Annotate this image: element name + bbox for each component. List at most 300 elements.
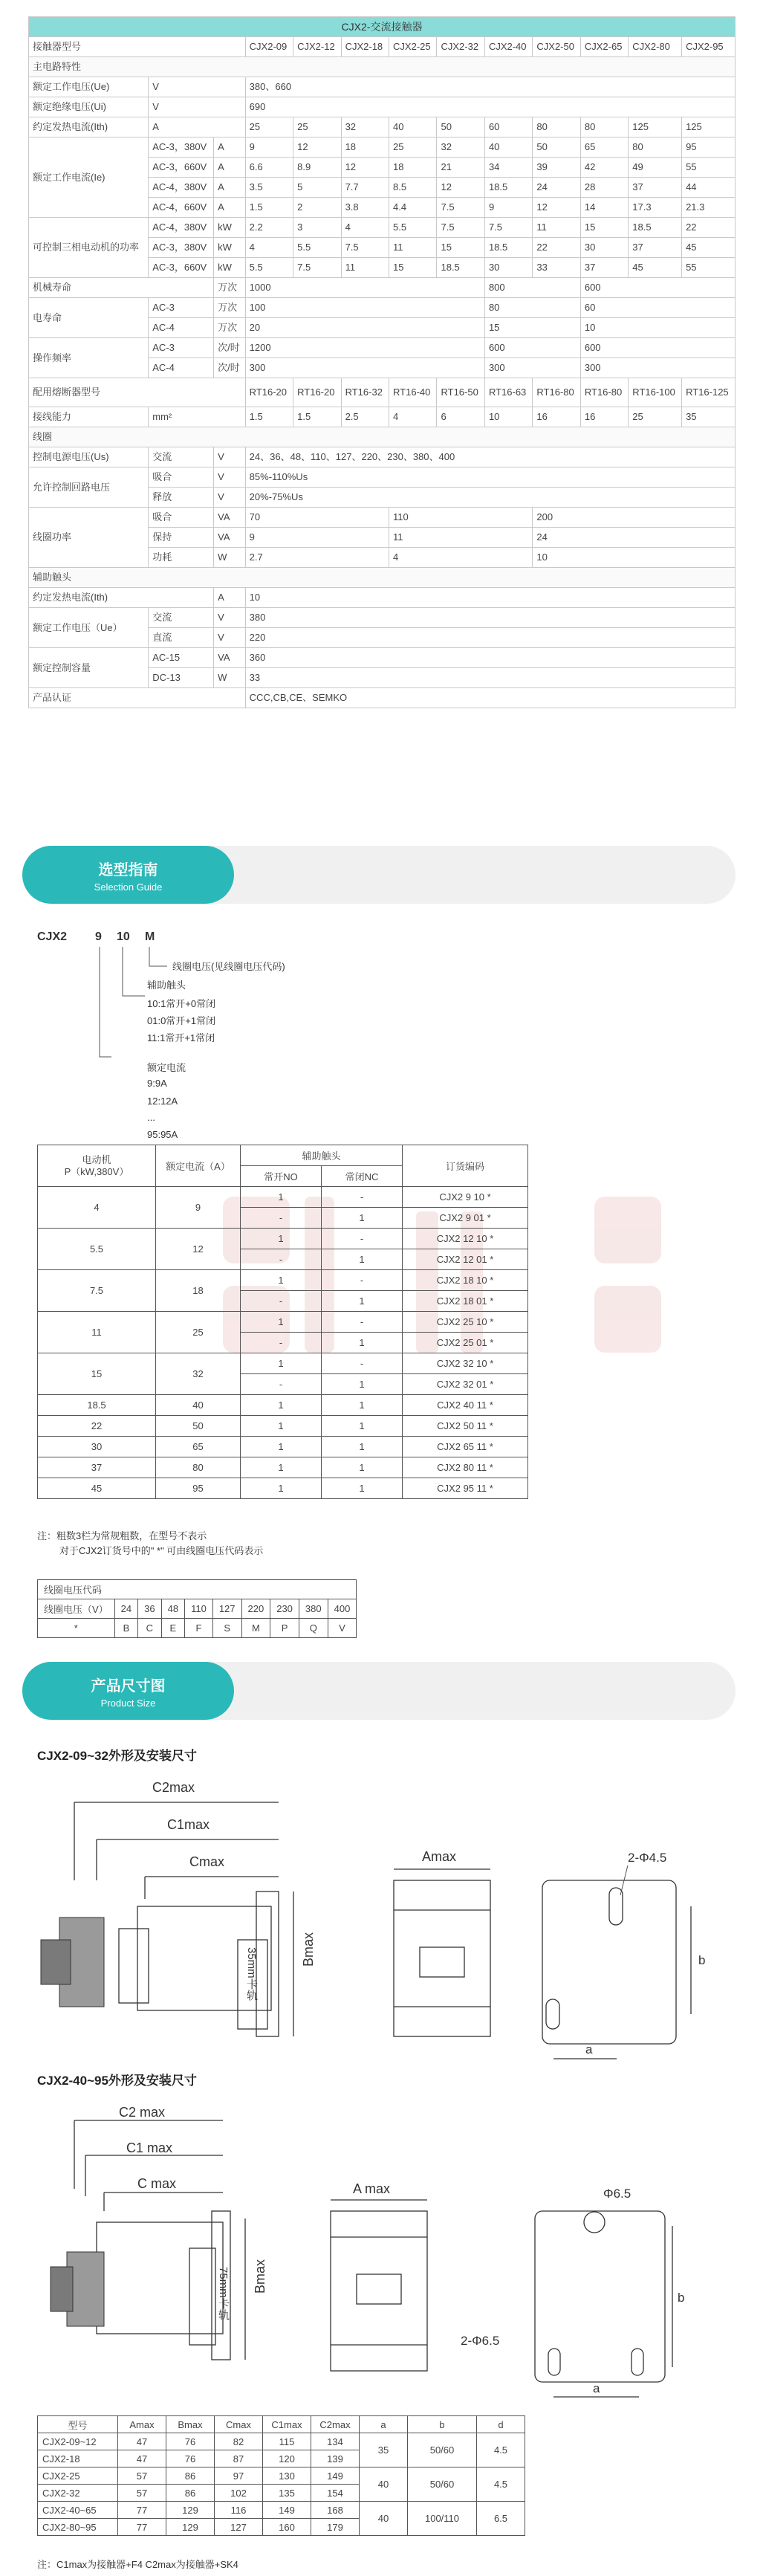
- value-cell: 2: [293, 198, 341, 218]
- selection-table: [37, 1145, 528, 1499]
- value-span: 300: [580, 358, 735, 378]
- aux-cell: -: [322, 1353, 403, 1374]
- value-cell: 102: [215, 2485, 263, 2502]
- aux-title: 辅助触头: [147, 980, 186, 991]
- value-span: 1200: [245, 338, 484, 358]
- value-cell: 86: [166, 2485, 215, 2502]
- dim-a: a: [585, 2042, 593, 2056]
- table-row: [38, 1187, 528, 1208]
- row-label: 额定工作电压(Ue): [29, 77, 149, 97]
- value-span: 220: [245, 628, 735, 648]
- value-cell: 39: [533, 158, 580, 178]
- value-cell: 47: [118, 2450, 166, 2467]
- dims-header: Amax: [118, 2416, 166, 2433]
- value-cell: 149: [311, 2467, 360, 2485]
- value-cell: 179: [311, 2519, 360, 2536]
- row-sub: 吸合: [149, 508, 214, 528]
- value-cell: 25: [245, 117, 293, 137]
- table-row: [38, 1353, 528, 1374]
- dim-c2max: C2max: [152, 1780, 195, 1795]
- spec-row: [29, 57, 736, 77]
- value-span: 85%-110%Us: [245, 467, 735, 488]
- row-unit: mm²: [149, 407, 245, 427]
- value-cell: 24: [533, 178, 580, 198]
- value-cell: 57: [118, 2467, 166, 2485]
- value-cell: 6: [437, 407, 484, 427]
- coil-code: F: [185, 1619, 213, 1638]
- value-span: 15: [484, 318, 580, 338]
- row-group-label: 额定控制容量: [29, 648, 149, 688]
- value-cell: 37: [629, 238, 682, 258]
- header-power: 电动机 P（kW,380V）: [38, 1145, 156, 1187]
- value-cell: 1: [241, 1457, 322, 1478]
- row-unit: V: [214, 488, 246, 508]
- row-unit: W: [214, 548, 246, 568]
- dimension-note: 注：C1max为接触器+F4 C2max为接触器+SK4: [37, 2559, 238, 2570]
- spec-row: [29, 447, 736, 467]
- code-part-aux: 10: [117, 931, 130, 943]
- value-span: 800: [484, 278, 580, 298]
- value-cell: 135: [263, 2485, 311, 2502]
- header-current: 额定电流（A）: [156, 1145, 241, 1187]
- value-cell: 77: [118, 2519, 166, 2536]
- power-cell: 5.5: [38, 1229, 156, 1270]
- row-label: 配用熔断器型号: [29, 378, 246, 407]
- dim2-hole: 2-Φ6.5: [461, 2334, 500, 2348]
- value-cell: 30: [38, 1437, 156, 1457]
- value-cell: 8.9: [293, 158, 341, 178]
- row-sub: 功耗: [149, 548, 214, 568]
- aux-cell: 1: [241, 1270, 322, 1291]
- row-label: 额定绝缘电压(Ui): [29, 97, 149, 117]
- model-label: 接触器型号: [29, 37, 246, 57]
- value-cell: 50: [533, 137, 580, 158]
- value-cell: 65: [156, 1437, 241, 1457]
- value-cell: 1: [322, 1416, 403, 1437]
- value-cell: 16: [580, 407, 628, 427]
- model-header: CJX2-50: [533, 37, 580, 57]
- value-cell: 3.8: [341, 198, 389, 218]
- value-cell: 18: [389, 158, 437, 178]
- model-header: CJX2-95: [682, 37, 736, 57]
- value-cell: 47: [118, 2433, 166, 2450]
- value-span: 20%-75%Us: [245, 488, 735, 508]
- current-cell: 9: [156, 1187, 241, 1229]
- value-cell: RT16-50: [437, 378, 484, 407]
- value-span: 600: [580, 278, 735, 298]
- coil-voltage-label: 线圈电压（V）: [38, 1599, 115, 1619]
- value-cell: RT16-125: [682, 378, 736, 407]
- value-cell: 4.4: [389, 198, 437, 218]
- coil-code: Q: [299, 1619, 328, 1638]
- value-cell: 4.5: [477, 2467, 525, 2502]
- banner2-title-en: Product Size: [100, 1698, 156, 1709]
- aux-cell: 1: [241, 1187, 322, 1208]
- row-unit: V: [149, 77, 245, 97]
- row-sub: DC-13: [149, 668, 214, 688]
- coil-voltage-note: 线圈电压(见线圈电压代码): [172, 961, 285, 972]
- order-code-cell: CJX2 40 11 *: [403, 1395, 528, 1416]
- value-cell: 22: [682, 218, 736, 238]
- row-unit: 万次: [214, 318, 246, 338]
- table-row: [38, 2433, 525, 2450]
- value-cell: 50: [437, 117, 484, 137]
- value-cell: 160: [263, 2519, 311, 2536]
- row-sub: AC-4，380V: [149, 178, 214, 198]
- value-cell: RT16-40: [389, 378, 437, 407]
- row-sub: AC-4: [149, 358, 214, 378]
- aux-cell: 1: [241, 1312, 322, 1333]
- aux-cell: -: [241, 1374, 322, 1395]
- order-code-cell: CJX2 50 11 *: [403, 1416, 528, 1437]
- row-group-label: 电寿命: [29, 298, 149, 338]
- row-unit: A: [214, 588, 246, 608]
- spec-row: [29, 97, 736, 117]
- dim2-rail: 75mm卡轨: [217, 2267, 230, 2320]
- coil-voltage: 400: [328, 1599, 357, 1619]
- coil-voltage: 230: [270, 1599, 299, 1619]
- value-cell: 2.5: [341, 407, 389, 427]
- aux-cell: -: [241, 1333, 322, 1353]
- spec-row: [29, 117, 736, 137]
- row-label: 约定发热电流(Ith): [29, 588, 214, 608]
- value-span: 11: [389, 528, 533, 548]
- value-cell: 60: [484, 117, 532, 137]
- spec-table: [28, 16, 736, 708]
- spec-row: [29, 588, 736, 608]
- aux-cell: -: [322, 1229, 403, 1249]
- spec-row: [29, 467, 736, 488]
- coil-code: V: [328, 1619, 357, 1638]
- model-header: CJX2-18: [341, 37, 389, 57]
- dimension-table: [37, 2415, 525, 2536]
- section-label: 线圈: [29, 427, 736, 447]
- coil-title: 线圈电压代码: [38, 1580, 357, 1599]
- value-cell: 40: [360, 2467, 408, 2502]
- value-span: 380、660: [245, 77, 735, 97]
- value-cell: 76: [166, 2450, 215, 2467]
- row-sub: 交流: [149, 608, 214, 628]
- dim-hole: 2-Φ4.5: [628, 1851, 667, 1865]
- value-cell: 9: [484, 198, 532, 218]
- value-cell: 33: [533, 258, 580, 278]
- order-code-cell: CJX2 25 10 *: [403, 1312, 528, 1333]
- aux-cell: -: [322, 1312, 403, 1333]
- row-group-label: 允许控制回路电压: [29, 467, 149, 508]
- row-unit: A: [214, 178, 246, 198]
- value-cell: 25: [293, 117, 341, 137]
- value-cell: 80: [580, 117, 628, 137]
- value-cell: 30: [484, 258, 532, 278]
- power-cell: 11: [38, 1312, 156, 1353]
- selection-note-2: 对于CJX2订货号中的" *" 可由线圈电压代码表示: [59, 1545, 264, 1556]
- row-unit: V: [214, 608, 246, 628]
- value-cell: 87: [215, 2450, 263, 2467]
- value-cell: 15: [580, 218, 628, 238]
- row-sub: 交流: [149, 447, 214, 467]
- model-header: CJX2-32: [437, 37, 484, 57]
- current-option-dots: ...: [147, 1112, 155, 1123]
- row-unit: 万次: [214, 298, 246, 318]
- row-unit: VA: [214, 528, 246, 548]
- value-span: 1000: [245, 278, 484, 298]
- aux-cell: 1: [322, 1291, 403, 1312]
- value-cell: 32: [437, 137, 484, 158]
- value-cell: 35: [360, 2433, 408, 2467]
- spec-row: [29, 378, 736, 407]
- dim-amax: Amax: [422, 1849, 457, 1864]
- row-label: 产品认证: [29, 688, 246, 708]
- spec-row: [29, 278, 736, 298]
- value-cell: 130: [263, 2467, 311, 2485]
- value-cell: 7.5: [484, 218, 532, 238]
- code-part-current: 9: [95, 931, 102, 943]
- aux-cell: -: [322, 1187, 403, 1208]
- value-cell: 18.5: [629, 218, 682, 238]
- value-span: 24、36、48、110、127、220、230、380、400: [245, 447, 735, 467]
- table-row: [38, 1270, 528, 1291]
- value-cell: 6.5: [477, 2502, 525, 2536]
- value-cell: 134: [311, 2433, 360, 2450]
- value-cell: 15: [389, 258, 437, 278]
- drawing1-title: CJX2-09~32外形及安装尺寸: [37, 1749, 197, 1763]
- value-cell: 7.7: [341, 178, 389, 198]
- table-row: [38, 1229, 528, 1249]
- value-cell: RT16-80: [580, 378, 628, 407]
- current-option-95: 95:95A: [147, 1129, 178, 1140]
- value-cell: 154: [311, 2485, 360, 2502]
- value-cell: 77: [118, 2502, 166, 2519]
- row-unit: W: [214, 668, 246, 688]
- current-option-9: 9:9A: [147, 1078, 167, 1089]
- coil-code: C: [138, 1619, 161, 1638]
- model-header: CJX2-12: [293, 37, 341, 57]
- header-aux: 辅助触头: [241, 1145, 403, 1166]
- value-cell: 40: [156, 1395, 241, 1416]
- table-row: [38, 2502, 525, 2519]
- row-group-label: 操作频率: [29, 338, 149, 378]
- value-cell: 16: [533, 407, 580, 427]
- aux-cell: 1: [322, 1249, 403, 1270]
- row-unit: V: [214, 628, 246, 648]
- row-sub: AC-3: [149, 338, 214, 358]
- order-code-cell: CJX2 65 11 *: [403, 1437, 528, 1457]
- dim2-hole-top: Φ6.5: [603, 2187, 631, 2201]
- value-cell: 139: [311, 2450, 360, 2467]
- aux-option-01: 01:0常开+1常闭: [147, 1015, 216, 1026]
- value-cell: 10: [484, 407, 532, 427]
- value-cell: 37: [38, 1457, 156, 1478]
- row-unit: 万次: [214, 278, 246, 298]
- value-cell: 42: [580, 158, 628, 178]
- spec-row: [29, 608, 736, 628]
- value-span: 70: [245, 508, 389, 528]
- current-cell: 32: [156, 1353, 241, 1395]
- value-cell: 1: [241, 1416, 322, 1437]
- drawing2-figure: [0, 2092, 763, 2412]
- value-cell: 1: [241, 1478, 322, 1499]
- model-cell: CJX2-40~65: [38, 2502, 118, 2519]
- dims-header: C2max: [311, 2416, 360, 2433]
- coil-voltage: 380: [299, 1599, 328, 1619]
- value-cell: 18: [341, 137, 389, 158]
- value-cell: 80: [156, 1457, 241, 1478]
- row-sub: AC-3，380V: [149, 137, 214, 158]
- value-cell: 1.5: [245, 407, 293, 427]
- value-cell: 18.5: [484, 238, 532, 258]
- row-sub: 吸合: [149, 467, 214, 488]
- dims-header: d: [477, 2416, 525, 2433]
- aux-cell: 1: [241, 1353, 322, 1374]
- order-code-cell: CJX2 95 11 *: [403, 1478, 528, 1499]
- power-cell: 4: [38, 1187, 156, 1229]
- header-nc: 常闭NC: [322, 1166, 403, 1187]
- value-cell: 45: [629, 258, 682, 278]
- row-label: 接线能力: [29, 407, 149, 427]
- dim-bmax: Bmax: [301, 1932, 316, 1967]
- row-unit: V: [149, 97, 245, 117]
- value-cell: 80: [629, 137, 682, 158]
- value-cell: 14: [580, 198, 628, 218]
- value-cell: 11: [533, 218, 580, 238]
- coil-voltage: 220: [241, 1599, 270, 1619]
- row-unit: A: [214, 198, 246, 218]
- dim2-c2max: C2 max: [119, 2105, 166, 2120]
- row-unit: A: [149, 117, 245, 137]
- value-cell: 18.5: [437, 258, 484, 278]
- value-cell: 65: [580, 137, 628, 158]
- order-code-cell: CJX2 18 01 *: [403, 1291, 528, 1312]
- row-sub: AC-3，660V: [149, 258, 214, 278]
- value-cell: RT16-20: [245, 378, 293, 407]
- value-cell: 40: [389, 117, 437, 137]
- value-cell: 168: [311, 2502, 360, 2519]
- model-cell: CJX2-18: [38, 2450, 118, 2467]
- power-cell: 15: [38, 1353, 156, 1395]
- code-lines: [0, 944, 223, 1167]
- value-cell: 95: [682, 137, 736, 158]
- value-span: 380: [245, 608, 735, 628]
- value-cell: 44: [682, 178, 736, 198]
- current-cell: 18: [156, 1270, 241, 1312]
- value-cell: 45: [682, 238, 736, 258]
- row-unit: kW: [214, 218, 246, 238]
- dim2-c1max: C1 max: [126, 2140, 173, 2155]
- spec-row: [29, 508, 736, 528]
- table-row: [38, 1478, 528, 1499]
- model-cell: CJX2-32: [38, 2485, 118, 2502]
- row-sub: 释放: [149, 488, 214, 508]
- value-cell: 34: [484, 158, 532, 178]
- value-cell: 80: [533, 117, 580, 137]
- value-cell: 100/110: [408, 2502, 477, 2536]
- model-header: CJX2-25: [389, 37, 437, 57]
- value-cell: 12: [293, 137, 341, 158]
- drawing1-figure: [0, 1769, 763, 2066]
- value-cell: 21: [437, 158, 484, 178]
- header-no: 常开NO: [241, 1166, 322, 1187]
- value-cell: 4.5: [477, 2433, 525, 2467]
- dim2-bmax: Bmax: [253, 2259, 267, 2294]
- dims-header: 型号: [38, 2416, 118, 2433]
- dims-header: Cmax: [215, 2416, 263, 2433]
- model-header: CJX2-09: [245, 37, 293, 57]
- value-cell: 7.5: [341, 238, 389, 258]
- spec-row: [29, 407, 736, 427]
- spec-row: [29, 648, 736, 668]
- row-unit: V: [214, 447, 246, 467]
- value-cell: 1: [322, 1395, 403, 1416]
- selection-note-1: 注：粗数3栏为常规粗数，在型号不表示: [37, 1530, 207, 1541]
- value-span: 200: [533, 508, 736, 528]
- value-cell: 40: [360, 2502, 408, 2536]
- value-cell: 49: [629, 158, 682, 178]
- value-cell: 25: [629, 407, 682, 427]
- value-cell: 120: [263, 2450, 311, 2467]
- coil-code: E: [161, 1619, 184, 1638]
- value-cell: 22: [38, 1416, 156, 1437]
- value-cell: 5.5: [293, 238, 341, 258]
- value-cell: 9: [245, 137, 293, 158]
- value-span: 20: [245, 318, 484, 338]
- coil-voltage: 110: [185, 1599, 213, 1619]
- spec-row: [29, 568, 736, 588]
- value-cell: 115: [263, 2433, 311, 2450]
- order-code-cell: CJX2 25 01 *: [403, 1333, 528, 1353]
- value-cell: 4: [245, 238, 293, 258]
- value-cell: 3.5: [245, 178, 293, 198]
- value-cell: 37: [629, 178, 682, 198]
- row-unit: VA: [214, 508, 246, 528]
- value-span: 80: [484, 298, 580, 318]
- value-span: 300: [245, 358, 484, 378]
- value-span: 9: [245, 528, 389, 548]
- order-code-cell: CJX2 9 01 *: [403, 1208, 528, 1229]
- coil-code: S: [212, 1619, 241, 1638]
- model-cell: CJX2-80~95: [38, 2519, 118, 2536]
- row-sub: AC-3，660V: [149, 158, 214, 178]
- value-cell: RT16-63: [484, 378, 532, 407]
- row-sub: 保持: [149, 528, 214, 548]
- value-cell: 35: [682, 407, 736, 427]
- row-sub: AC-3，380V: [149, 238, 214, 258]
- table-row: [38, 1312, 528, 1333]
- row-group-label: 可控制三相电动机的功率: [29, 218, 149, 278]
- value-cell: 50/60: [408, 2433, 477, 2467]
- value-cell: 7.5: [437, 198, 484, 218]
- order-code-cell: CJX2 18 10 *: [403, 1270, 528, 1291]
- value-span: 60: [580, 298, 735, 318]
- dim2-a: a: [593, 2381, 600, 2395]
- value-cell: 1: [241, 1395, 322, 1416]
- aux-cell: -: [322, 1270, 403, 1291]
- dims-header: C1max: [263, 2416, 311, 2433]
- value-cell: 50: [156, 1416, 241, 1437]
- spec-row: [29, 218, 736, 238]
- row-sub: AC-3: [149, 298, 214, 318]
- value-cell: 86: [166, 2467, 215, 2485]
- row-sub: AC-15: [149, 648, 214, 668]
- value-span: 10: [245, 588, 735, 608]
- value-span: 300: [484, 358, 580, 378]
- row-unit: A: [214, 158, 246, 178]
- dims-header: Bmax: [166, 2416, 215, 2433]
- current-cell: 25: [156, 1312, 241, 1353]
- spec-row: [29, 338, 736, 358]
- row-group-label: 额定工作电压（Ue）: [29, 608, 149, 648]
- dim2-amax: A max: [353, 2181, 391, 2196]
- value-cell: 1: [322, 1478, 403, 1499]
